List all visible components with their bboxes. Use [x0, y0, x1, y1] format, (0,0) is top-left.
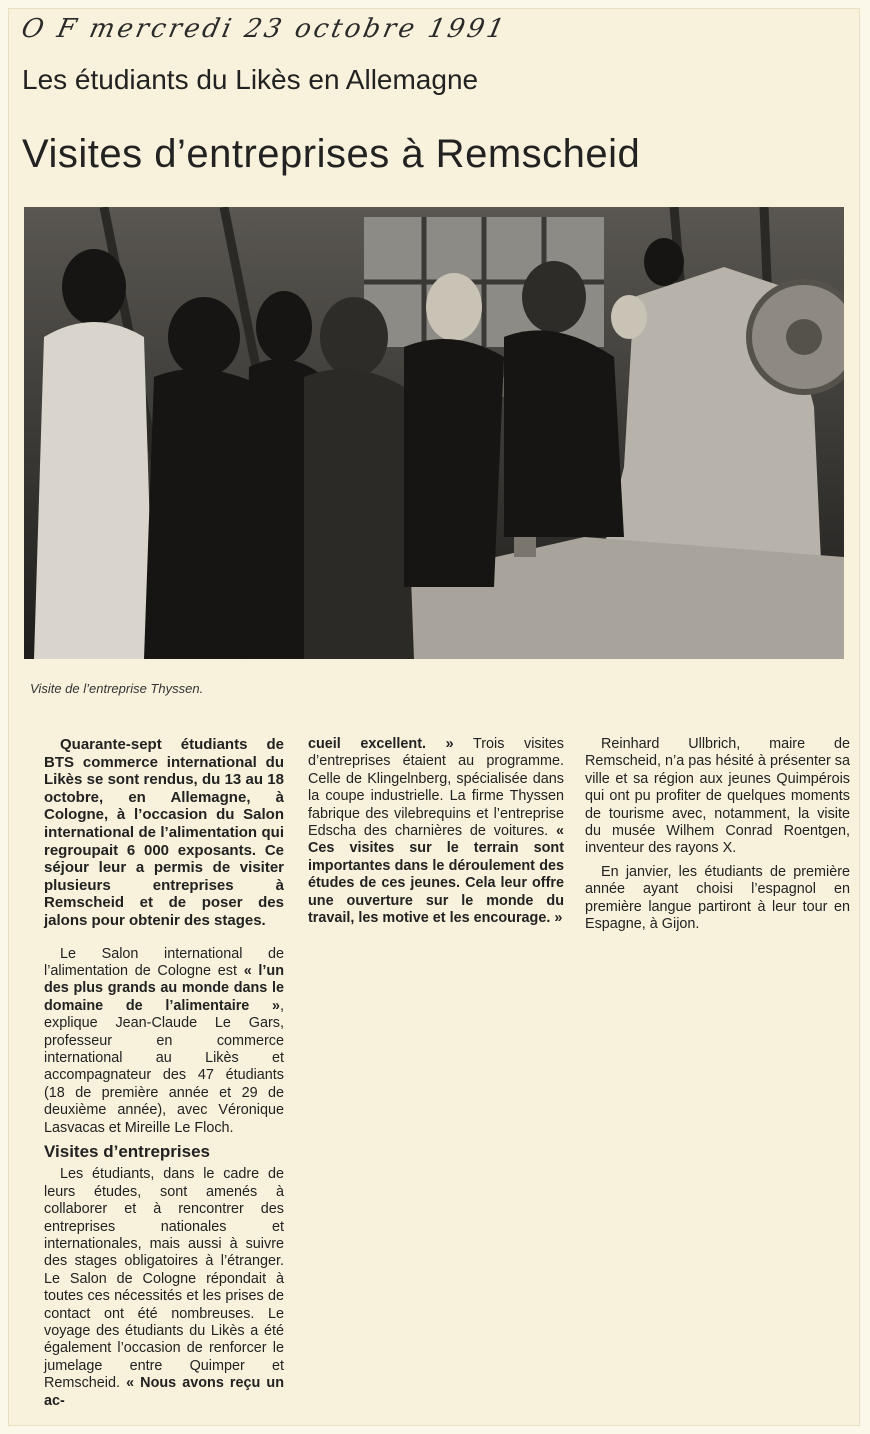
quote-text: « l’un des plus grands au monde dans le domaine de l’alimentaire » [44, 962, 284, 1014]
article-photo [24, 207, 844, 659]
article-column-2 [308, 736, 564, 933]
article-column-1 [44, 736, 284, 1416]
quote-text: « Nous avons reçu un ac- [44, 1375, 284, 1409]
body-paragraph: En janvier, les étudiants de première année ayant choisi l’espagnol en première langue partiront à leur tour en Espagne, à Gijon. [585, 863, 850, 933]
article-headline: Visites d’entreprises à Remscheid [22, 132, 641, 176]
article-column-3 [585, 736, 850, 939]
section-subhead: Visites d’entreprises [44, 1142, 210, 1161]
photo-illustration [24, 207, 844, 659]
body-paragraph [44, 946, 284, 1137]
lead-paragraph: Quarante-sept étudiants de BTS commerce international du Likès se sont rendus, du 13 au 18 octobre, en Allemagne, à Cologne, à l’occasion du Salon international de l’alimentation qui regroupait 6 000 exposants. Ce séjour leur a permis de visiter plusieurs entreprises à Remscheid et de poser des jalons pour obtenir des stages. [44, 736, 284, 929]
body-paragraph [44, 1166, 284, 1410]
paragraph-text: Le Salon international de l’alimentation de Cologne est [44, 945, 284, 979]
paragraph-text: Trois visites d’entreprises étaient au programme. Celle de Klingelnberg, spécialisée dans la coupe industrielle. La firme Thyssen fabrique des vilebrequins et l’entreprise Edscha des charnières de voitures. [308, 736, 564, 840]
handwritten-date: O F mercredi 23 octobre 1991 [18, 14, 510, 44]
paragraph-text: , explique Jean-Claude Le Gars, professeur en commerce international au Likès et accompagnateur des 47 étudiants (18 de première année et 29 de deuxième année), avec Véronique Lasvacas et Mireille Le Floch. [44, 997, 284, 1136]
photo-caption: Visite de l’entreprise Thyssen. [30, 681, 204, 696]
quote-text: cueil excellent. » [308, 736, 454, 752]
quote-text: « Ces visites sur le terrain sont importantes dans le déroulement des études de ces jeunes. Cela leur offre une ouverture sur le monde du travail, les motive et les encourage. » [308, 823, 564, 927]
article-kicker: Les étudiants du Likès en Allemagne [22, 64, 479, 95]
body-paragraph: Reinhard Ullbrich, maire de Remscheid, n’a pas hésité à présenter sa ville et sa région aux jeunes Quimpérois qui ont pu profiter de quelques moments de tourisme avec, notamment, la visite du musée Wilhem Conrad Roentgen, inventeur des rayons X. [585, 736, 850, 857]
paragraph-text: Les étudiants, dans le cadre de leurs études, sont amenés à collaborer et à rencontrer des entreprises nationales et internationales, mais aussi à suivre des stages obligatoires à l’étranger. Le Salon de Cologne répondait à toutes ces nécessités et les prises de contact ont été nombreuses. Le voyage des étudiants du Likès a été également l’occasion de renforcer le jumelage entre Quimper et Remscheid. [44, 1166, 284, 1392]
body-paragraph [308, 736, 564, 927]
